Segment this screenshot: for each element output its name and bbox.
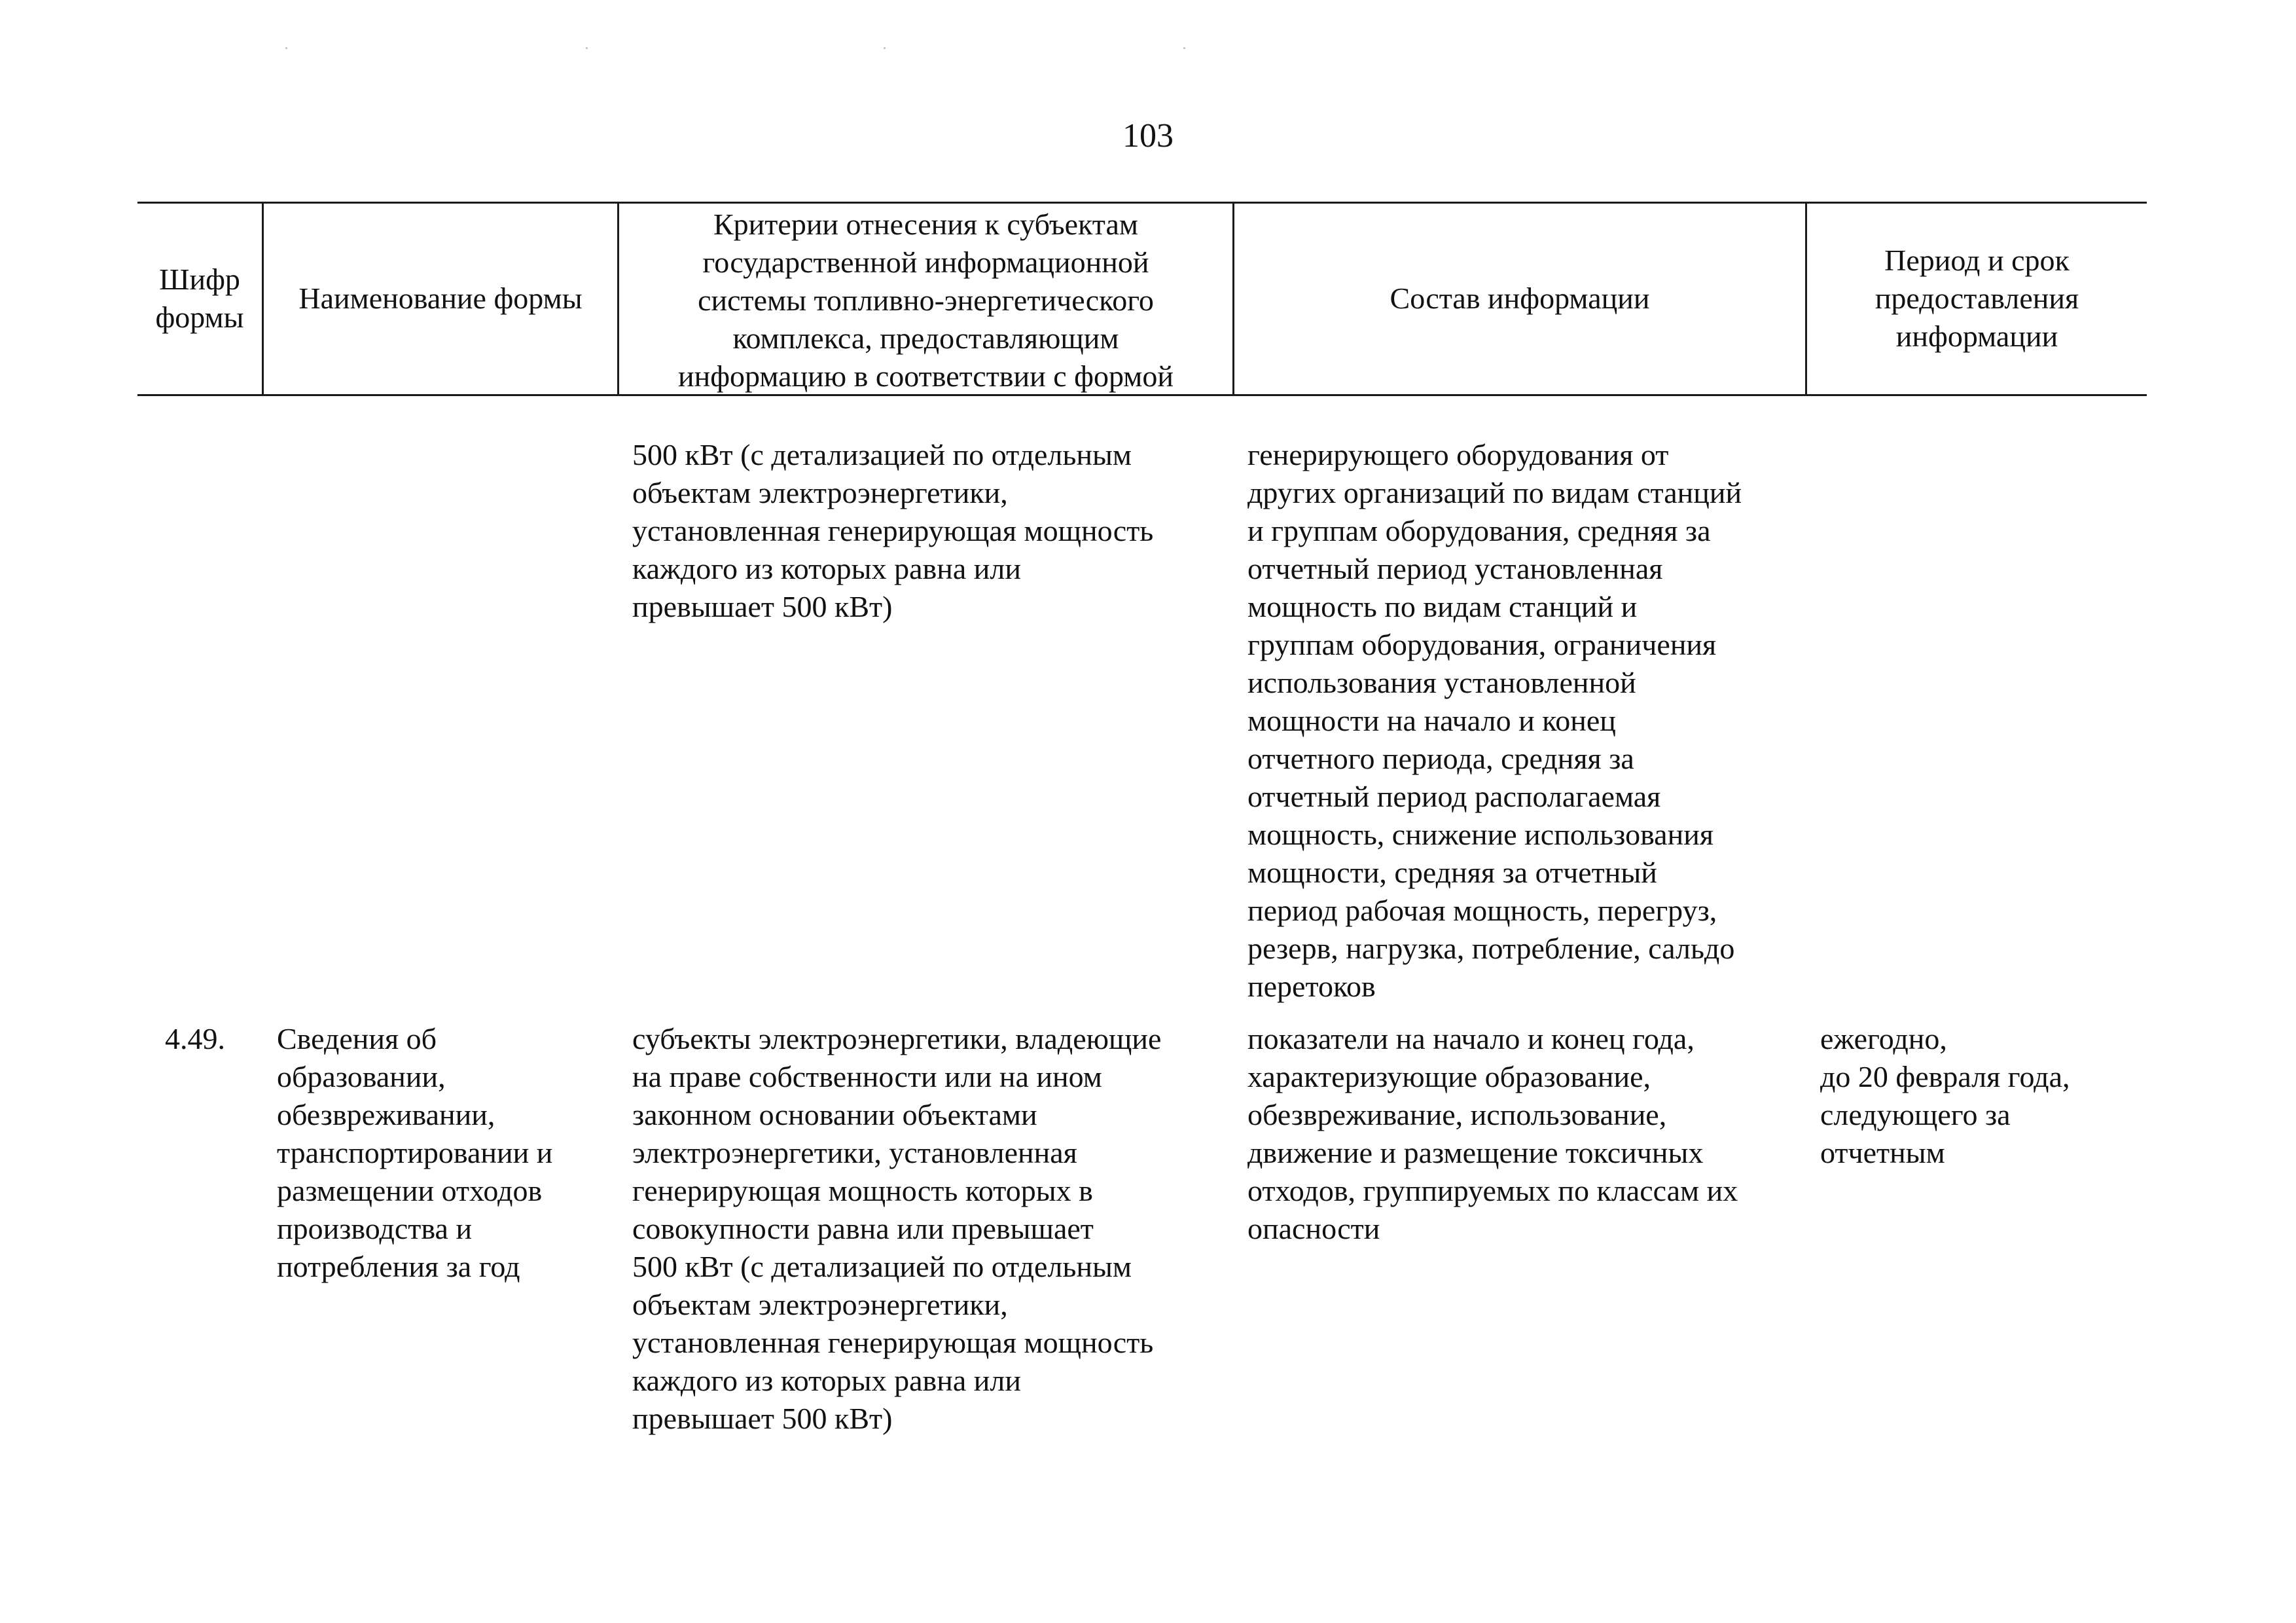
row-contents: генерирующего оборудования от других организаций по видам станций и группам оборудования, средняя за отчетный период установленная мощность по видам станций и группам оборудования, ограничения использования установленной мощности на начало и конец отчетного периода, средняя за отчетный период располагаемая мощность, снижение использования мощности, средняя за отчетный период рабочая мощность, перегруз, резерв, нагрузка, потребление, сальдо перетоков	[1247, 438, 1742, 1003]
header-form-name-text: Наименование формы	[298, 282, 583, 315]
row-criteria: субъекты электроэнергетики, владеющие на праве собственности или на ином законном основании объектами электроэнергетики, установленная генерирующая мощность которых в совокупности равна или превышает 500 кВт (с детализацией по отдельным объектам электроэнергетики, установленная генерирующая мощность каждого из которых равна или превышает 500 кВт)	[632, 1022, 1162, 1435]
scan-speck	[884, 47, 886, 49]
row-form-name: Сведения об образовании, обезвреживании, транспортировании и размещении отходов производства и потребления за год	[277, 1022, 553, 1283]
table-row	[137, 436, 2147, 1003]
row-code: 4.49.	[165, 1022, 225, 1055]
header-code-text: Шифр формы	[155, 263, 244, 334]
scan-speck	[1183, 47, 1185, 49]
row-criteria: 500 кВт (с детализацией по отдельным объектам электроэнергетики, установленная генерирующая мощность каждого из которых равна или превышает 500 кВт)	[632, 438, 1154, 623]
header-code	[137, 202, 262, 395]
header-form-name	[264, 202, 617, 395]
header-period	[1807, 202, 2147, 395]
row-period: ежегодно, до 20 февраля года, следующего за отчетным	[1820, 1022, 2070, 1169]
header-period-text: Период и срок предоставления информации	[1874, 244, 2079, 353]
scan-speck	[586, 47, 588, 49]
scan-speck	[285, 47, 287, 49]
header-criteria	[619, 202, 1232, 395]
page-number: 103	[1122, 117, 1174, 155]
header-criteria-text: Критерии отнесения к субъектам государственной информационной системы топливно-энергетического комплекса, предоставляющим информацию в соответствии с формой	[677, 208, 1174, 393]
table-row	[137, 1020, 2147, 1446]
row-contents: показатели на начало и конец года, характеризующие образование, обезвреживание, использование, движение и размещение токсичных отходов, группируемых по классам их опасности	[1247, 1022, 1738, 1245]
header-contents	[1234, 202, 1805, 395]
header-contents-text: Состав информации	[1390, 282, 1650, 315]
